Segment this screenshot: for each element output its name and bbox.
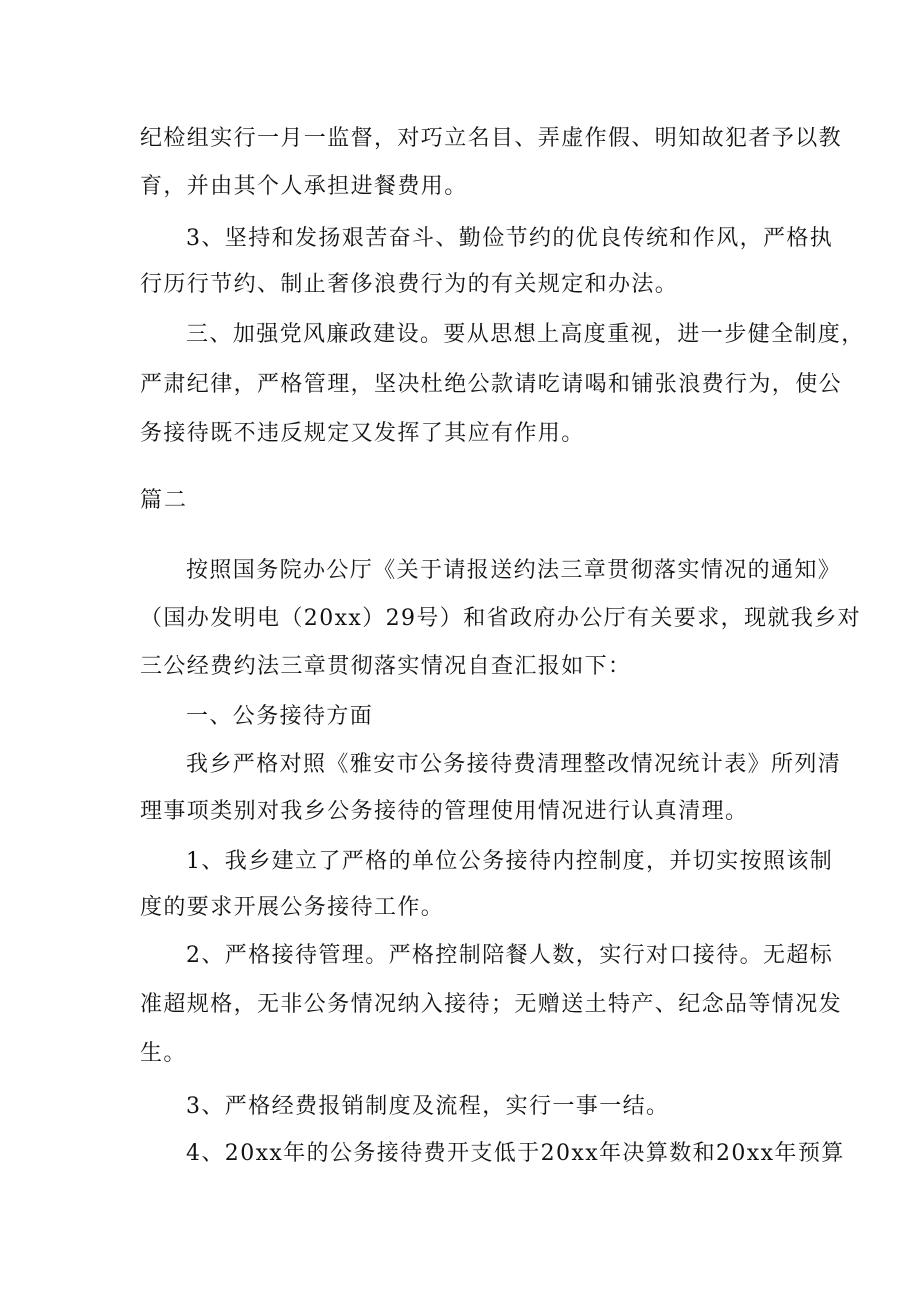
paragraph-line: （国办发明电（20xx）29号）和省政府办公厅有关要求，现就我乡对 <box>140 606 862 631</box>
paragraph-line: 纪检组实行一月一监督，对巧立名目、弄虚作假、明知故犯者予以教 <box>140 126 843 151</box>
paragraph-line: 按照国务院办公厅《关于请报送约法三章贯彻落实情况的通知》 <box>186 558 842 583</box>
paragraph-line: 理事项类别对我乡公务接待的管理使用情况进行认真清理。 <box>140 799 749 824</box>
paragraph-line: 1、我乡建立了严格的单位公务接待内控制度，并切实按照该制 <box>186 849 834 874</box>
paragraph-line: 3、坚持和发扬艰苦奋斗、勤俭节约的优良传统和作风，严格执 <box>186 226 834 251</box>
paragraph-line: 三公经费约法三章贯彻落实情况自查汇报如下： <box>140 654 632 679</box>
paragraph-line: 我乡严格对照《雅安市公务接待费清理整改情况统计表》所列清 <box>186 752 842 777</box>
paragraph-line: 准超规格，无非公务情况纳入接待；无赠送土特产、纪念品等情况发 <box>140 992 843 1017</box>
paragraph-line: 务接待既不违反规定又发挥了其应有作用。 <box>140 421 585 446</box>
subheading-line: 一、公务接待方面 <box>186 704 374 729</box>
paragraph-line: 行历行节约、制止奢侈浪费行为的有关规定和办法。 <box>140 272 679 297</box>
section-heading: 篇二 <box>140 488 189 513</box>
paragraph-line: 生。 <box>140 1041 187 1066</box>
paragraph-line: 育，并由其个人承担进餐费用。 <box>140 174 468 199</box>
paragraph-line: 2、严格接待管理。严格控制陪餐人数，实行对口接待。无超标 <box>186 943 834 968</box>
paragraph-line: 三、加强党风廉政建设。要从思想上高度重视，进一步健全制度， <box>186 322 865 347</box>
paragraph-line: 度的要求开展公务接待工作。 <box>140 895 445 920</box>
paragraph-line: 4、20xx年的公务接待费开支低于20xx年决算数和20xx年预算 <box>186 1141 845 1166</box>
paragraph-line: 3、严格经费报销制度及流程，实行一事一结。 <box>186 1094 670 1119</box>
paragraph-line: 严肃纪律，严格管理，坚决杜绝公款请吃请喝和铺张浪费行为，使公 <box>140 372 843 397</box>
